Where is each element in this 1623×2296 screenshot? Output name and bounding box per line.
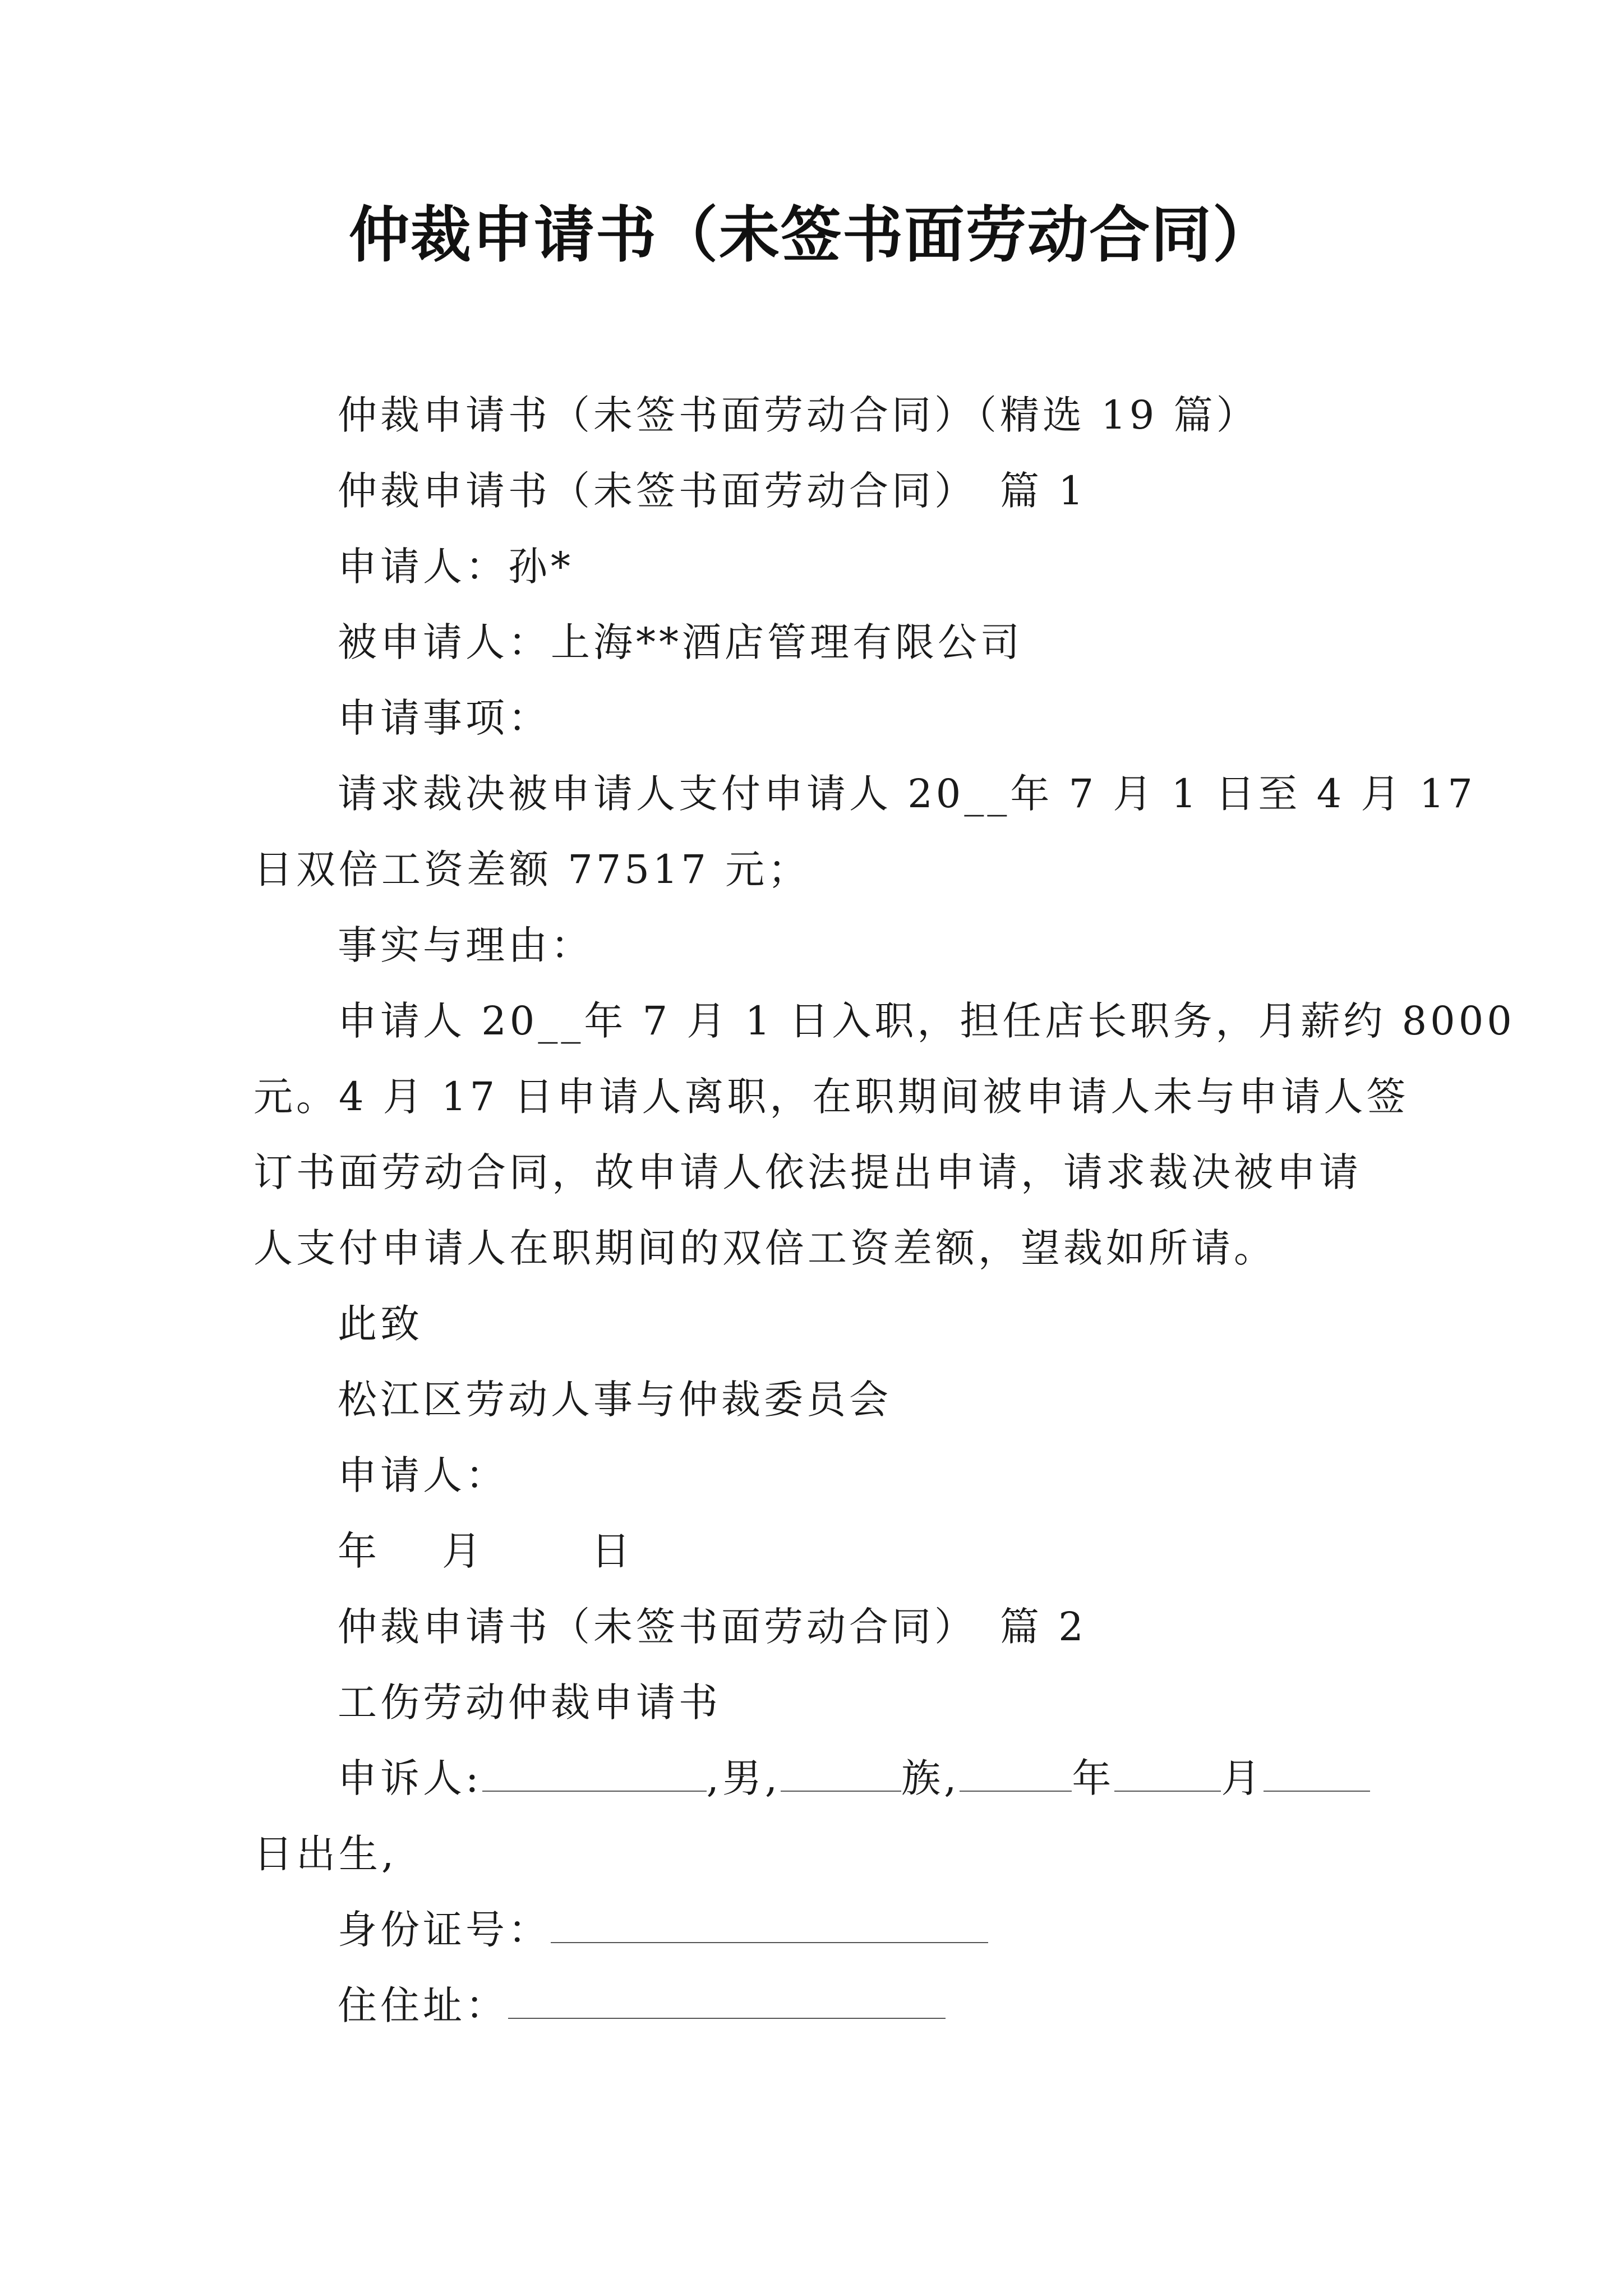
facts-text-line-4: 人支付申请人在职期间的双倍工资差额，望裁如所请。 (253, 1225, 1276, 1271)
claims-text-line-1: 请求裁决被申请人支付申请人 20__年 7 月 1 日至 4 月 17 (338, 771, 1476, 817)
birth-suffix: 日出生, (253, 1831, 398, 1877)
birth-year-blank[interactable] (960, 1756, 1072, 1792)
complainant-label: 申诉人: (338, 1755, 482, 1801)
ethnicity-blank[interactable] (781, 1756, 901, 1792)
date-month: 月 (442, 1528, 485, 1574)
injury-form-title: 工伤劳动仲裁申请书 (338, 1680, 721, 1726)
date-day: 日 (591, 1528, 634, 1574)
facts-text-line-2: 元。4 月 17 日申请人离职，在职期间被申请人未与申请人签 (253, 1074, 1409, 1120)
respondent-line: 被申请人：上海**酒店管理有限公司 (338, 619, 1023, 665)
birth-year-text: 年 (1072, 1755, 1115, 1801)
facts-text-line-1: 申请人 20__年 7 月 1 日入职，担任店长职务，月薪约 8000 (338, 998, 1515, 1044)
ethnicity-text: 族, (901, 1755, 960, 1801)
name-blank[interactable] (482, 1756, 707, 1792)
claims-text-line-2: 日双倍工资差额 77517 元； (253, 846, 811, 892)
gender-text: ,男, (706, 1755, 781, 1801)
collection-heading: 仲裁申请书（未签书面劳动合同）（精选 19 篇） (338, 392, 1259, 438)
address-line (338, 1977, 946, 2033)
address-blank[interactable] (508, 1983, 946, 2019)
facts-text-line-3: 订书面劳动合同，故申请人依法提出申请，请求裁决被申请 (253, 1149, 1362, 1195)
recipient: 松江区劳动人事与仲裁委员会 (338, 1377, 892, 1423)
birth-month-blank[interactable] (1114, 1756, 1221, 1792)
id-number-blank[interactable] (551, 1907, 988, 1943)
complainant-line (338, 1750, 1370, 1806)
id-number-line (338, 1902, 988, 1958)
date-year: 年 (338, 1528, 380, 1574)
applicant-line: 申请人：孙* (338, 544, 574, 590)
section-heading-2: 仲裁申请书（未签书面劳动合同） 篇 2 (338, 1604, 1087, 1650)
section-heading-1: 仲裁申请书（未签书面劳动合同） 篇 1 (338, 468, 1087, 514)
salutation: 此致 (338, 1301, 423, 1347)
address-label: 住住址： (338, 1982, 508, 2028)
facts-heading: 事实与理由： (338, 922, 593, 968)
birth-month-text: 月 (1221, 1755, 1264, 1801)
birth-day-blank[interactable] (1264, 1756, 1370, 1792)
date-line (338, 1523, 634, 1579)
signature-applicant: 申请人： (338, 1452, 508, 1498)
document-title: 仲裁申请书（未签书面劳动合同） (348, 200, 1274, 270)
claims-heading: 申请事项： (338, 695, 551, 741)
id-number-label: 身份证号： (338, 1907, 551, 1953)
